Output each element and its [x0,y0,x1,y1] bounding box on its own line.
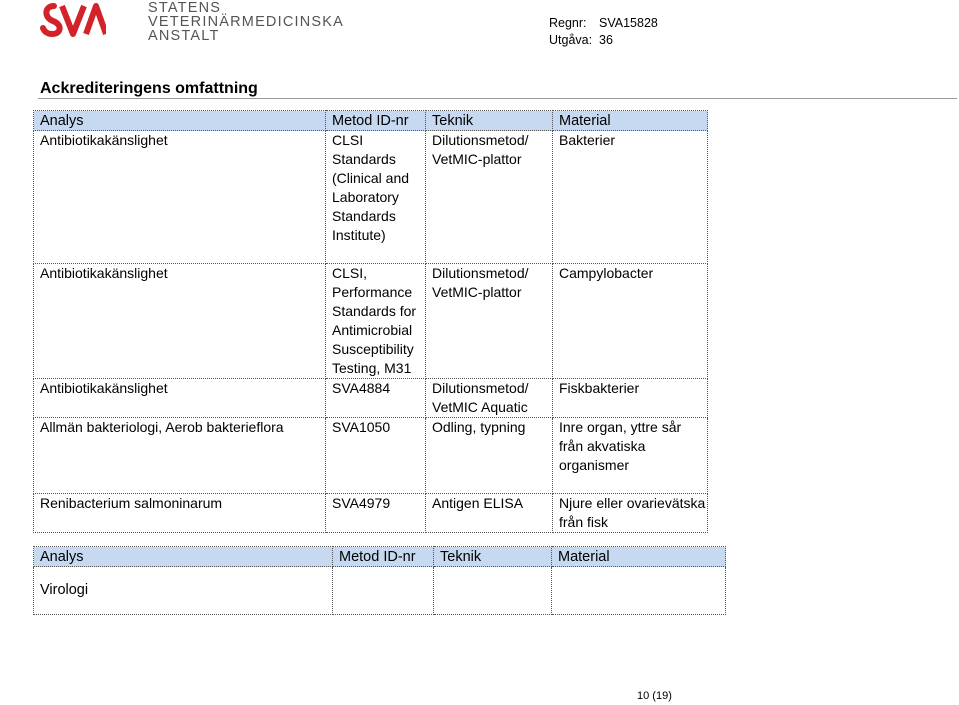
regnr-value: SVA15828 [599,16,658,30]
cell-material: Njure eller ovarievätska från fisk [553,494,708,533]
cell-metod [333,567,434,615]
cell-analys: Antibiotikakänslighet [34,379,326,418]
header-material: Material [553,111,708,131]
cell-analys: Allmän bakteriologi, Aerob bakterieflora [34,418,326,494]
cell-metod: SVA1050 [326,418,426,494]
table-header-row [34,111,708,131]
section-divider [38,98,957,99]
cell-material: Inre organ, yttre sår från akvatiska organismer [553,418,708,494]
cell-teknik: Antigen ELISA [426,494,553,533]
cell-teknik: Dilutionsmetod/ VetMIC-plattor [426,131,553,264]
cell-teknik: Dilutionsmetod/ VetMIC-plattor [426,264,553,379]
cell-metod: CLSI, Performance Standards for Antimicrobial Susceptibility Testing, M31 [326,264,426,379]
cell-material: Fiskbakterier [553,379,708,418]
table-row [34,418,708,494]
cell-metod: CLSI Standards (Clinical and Laboratory Standards Institute) [326,131,426,264]
cell-analys: Antibiotikakänslighet [34,131,326,264]
cell-metod: SVA4979 [326,494,426,533]
sva-logo-mark [40,0,106,44]
cell-material [552,567,726,615]
table-row [34,264,708,379]
table-row [34,567,726,615]
cell-teknik [434,567,552,615]
accreditation-table [33,110,708,533]
cell-analys: Renibacterium salmoninarum [34,494,326,533]
cell-analys: Antibiotikakänslighet [34,264,326,379]
cell-material: Bakterier [553,131,708,264]
org-name-line-1: STATENS [148,0,222,16]
org-name-line-2: VETERINÄRMEDICINSKA [148,14,345,30]
cell-metod: SVA4884 [326,379,426,418]
table-row [34,131,708,264]
utgava-label: Utgåva: [549,33,593,47]
header-metod: Metod ID-nr [333,547,434,567]
cell-material: Campylobacter [553,264,708,379]
sva-logo [40,0,345,44]
header-teknik: Teknik [426,111,553,131]
header-teknik: Teknik [434,547,552,567]
table-row [34,379,708,418]
section-title: Ackrediteringens omfattning [40,80,258,97]
regnr-label: Regnr: [549,16,587,30]
org-name-line-3: ANSTALT [148,28,220,44]
table-row [34,494,708,533]
page-number: 10 (19) [637,690,672,702]
cell-analys: Virologi [34,567,333,615]
header-material: Material [552,547,726,567]
cell-teknik: Odling, typning [426,418,553,494]
header-metod: Metod ID-nr [326,111,426,131]
cell-teknik: Dilutionsmetod/ VetMIC Aquatic [426,379,553,418]
table-header-row [34,547,726,567]
header-analys: Analys [34,547,333,567]
header-analys: Analys [34,111,326,131]
utgava-value: 36 [599,33,613,47]
virology-table [33,546,726,615]
